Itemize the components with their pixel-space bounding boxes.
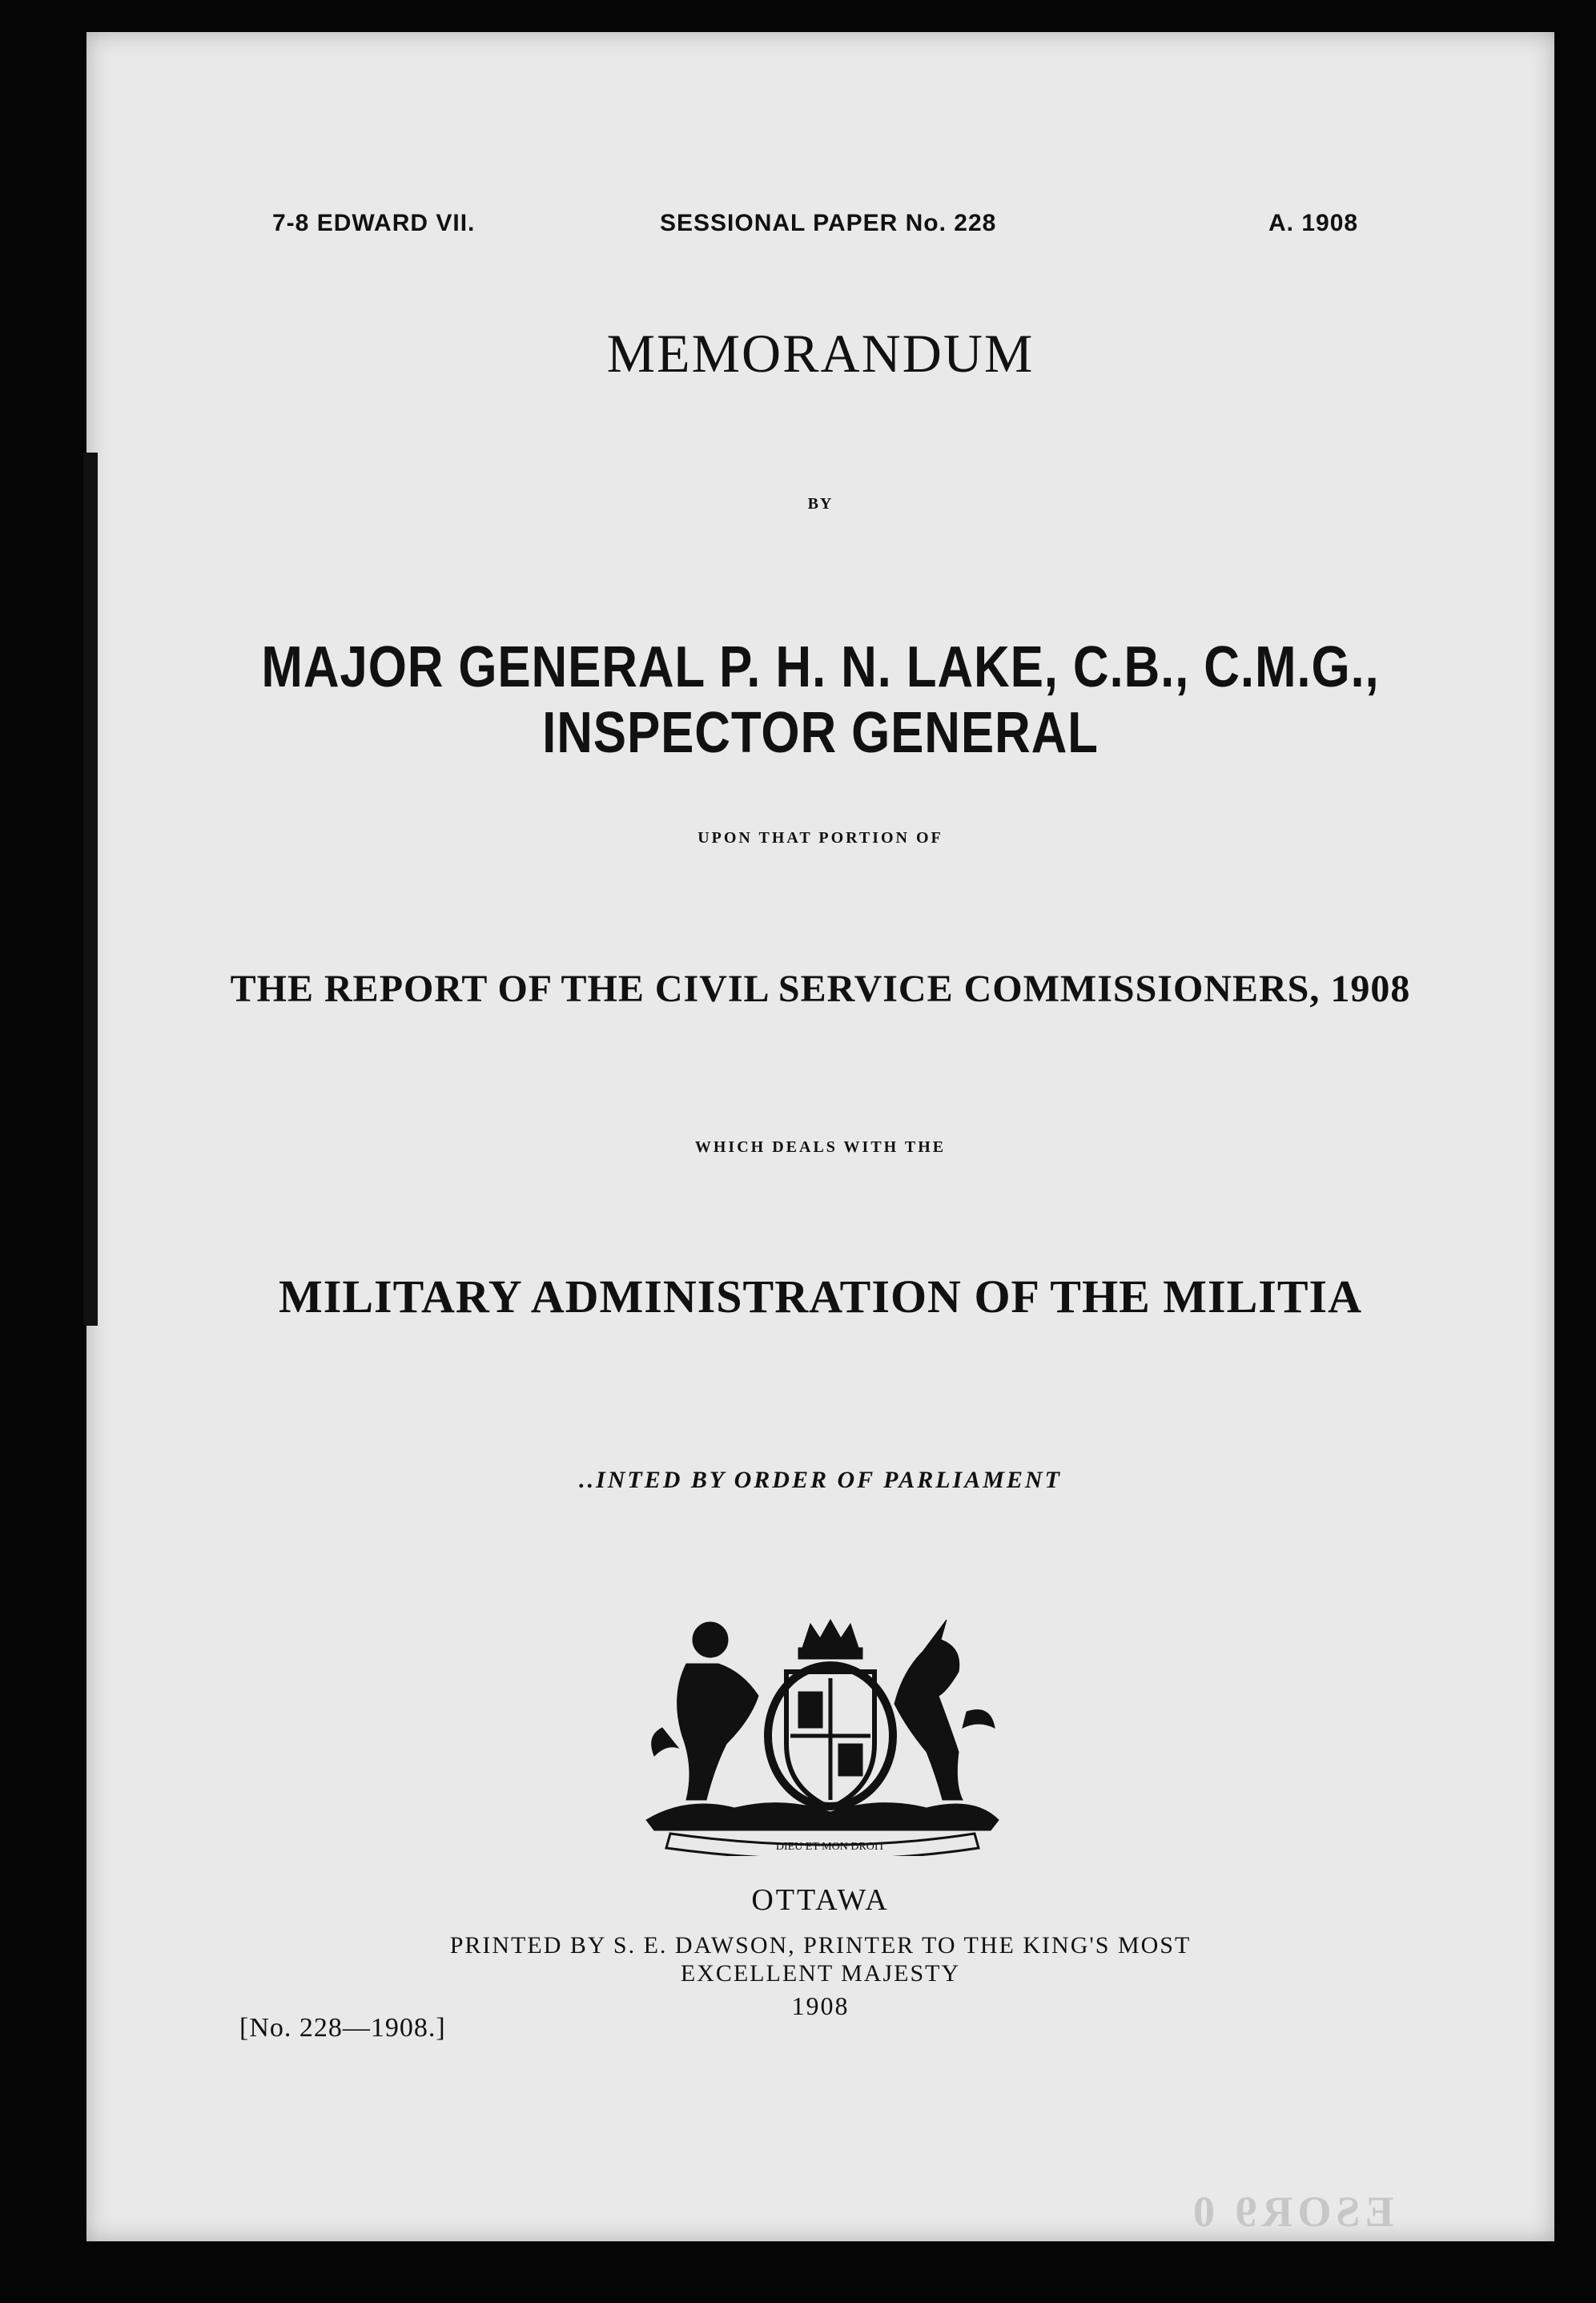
by-line: BY bbox=[807, 495, 834, 513]
imprint-year: 1908 bbox=[791, 1991, 850, 2020]
author-line: MAJOR GENERAL P. H. N. LAKE, C.B., C.M.G., INSPECTOR GENERAL bbox=[261, 635, 1380, 765]
imprint-majesty: EXCELLENT MAJESTY bbox=[680, 1960, 961, 1987]
header-year: A. 1908 bbox=[1268, 210, 1359, 236]
header-regnal-year: 7-8 EDWARD VII. bbox=[272, 210, 476, 236]
faded-stamp: ESOR9 0 bbox=[1188, 2188, 1394, 2236]
imprint-city: OTTAWA bbox=[751, 1883, 890, 1917]
subject-title: MILITARY ADMINISTRATION OF THE MILITIA bbox=[279, 1270, 1362, 1323]
page-edge-shadow bbox=[83, 453, 98, 1326]
crest-motto: DIEU ET MON DROIT bbox=[775, 1841, 886, 1853]
report-title: THE REPORT OF THE CIVIL SERVICE COMMISSIONERS, 1908 bbox=[230, 968, 1411, 1010]
deals-line: WHICH DEALS WITH THE bbox=[694, 1138, 947, 1156]
document-number: [No. 228—1908.] bbox=[239, 2013, 446, 2043]
imprint-printer: PRINTED BY S. E. DAWSON, PRINTER TO THE KING'S MOST bbox=[449, 1932, 1192, 1959]
document-page bbox=[86, 32, 1554, 2241]
upon-line: UPON THAT PORTION OF bbox=[697, 829, 943, 847]
royal-coat-of-arms-icon bbox=[638, 1616, 1003, 1856]
order-line: ..INTED BY ORDER OF PARLIAMENT bbox=[579, 1467, 1062, 1493]
document-title: MEMORANDUM bbox=[606, 323, 1035, 384]
header-sessional-paper: SESSIONAL PAPER No. 228 bbox=[660, 210, 997, 236]
